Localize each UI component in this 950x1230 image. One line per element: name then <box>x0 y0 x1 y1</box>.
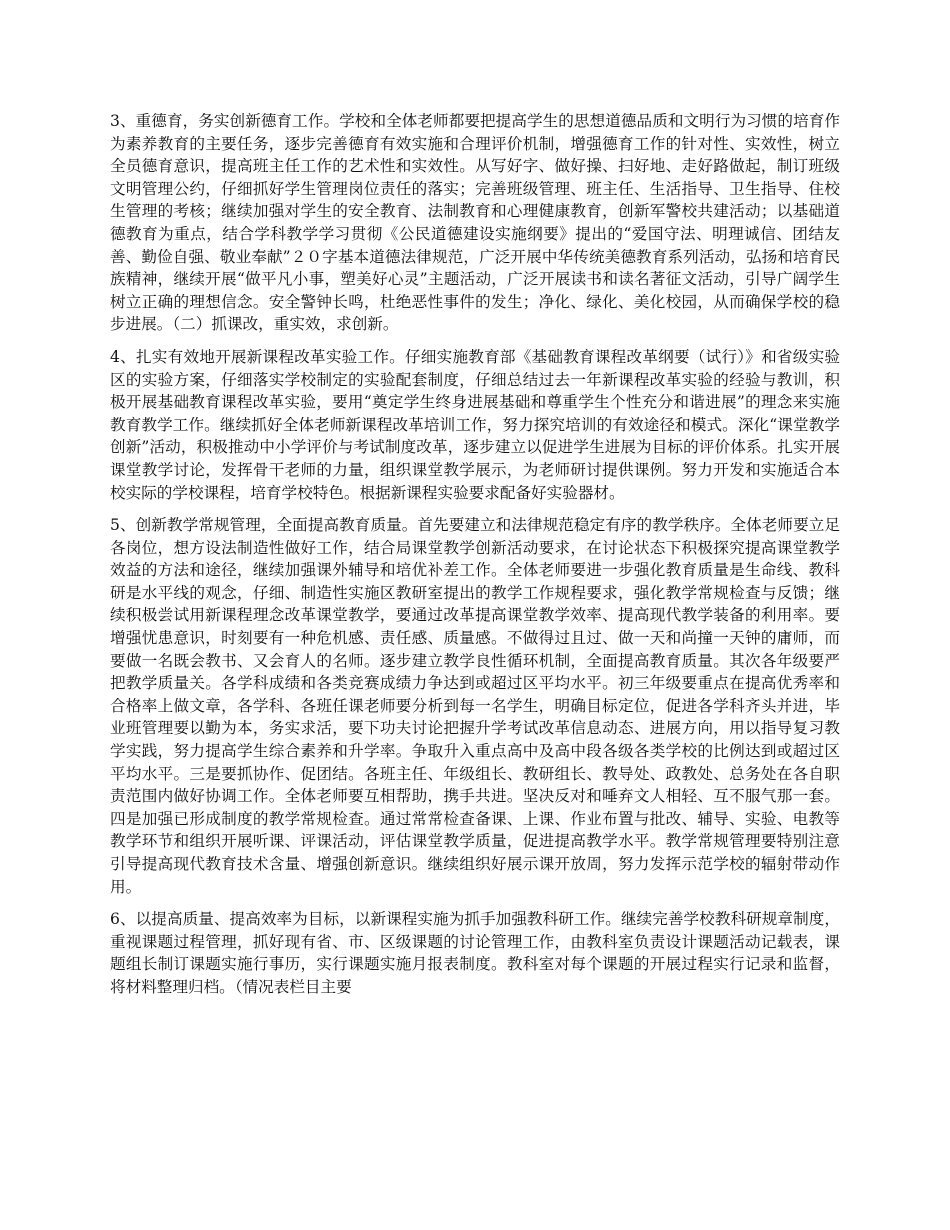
paragraph-teaching-management: 5、创新教学常规管理，全面提高教育质量。首先要建立和法律规范稳定有序的教学秩序。全体老师要立足各岗位，想方设法制造性做好工作，结合局课堂教学创新活动要求，在讨论状态下积极探究提高课堂教学效益的方法和途径，继续加强课外辅导和培优补差工作。全体老师要进一步强化教育质量是生命线、教科研是水平线的观念，仔细、制造性实施区教研室提出的教学工作规程要求，强化教学常规检查与反馈；继续积极尝试用新课程理念改革课堂教学，要通过改革提高课堂教学效率、提高现代教学装备的利用率。要增强忧患意识，时刻要有一种危机感、责任感、质量感。不做得过且过、做一天和尚撞一天钟的庸师，而要做一名既会教书、又会育人的名师。逐步建立教学良性循环机制，全面提高教育质量。其次各年级要严把教学质量关。各学科成绩和各类竞赛成绩力争达到或超过区平均水平。初三年级要重点在提高优秀率和合格率上做文章，各学科、各班任课老师要分析到每一名学生，明确目标定位，促进各学科齐头并进，毕业班管理要以勤为本，务实求活，要下功夫讨论把握升学考试改革信息动态、进展方向，用以指导复习教学实践，努力提高学生综合素养和升学率。争取升入重点高中及高中段各级各类学校的比例达到或超过区平均水平。三是要抓协作、促团结。各班主任、年级组长、教研组长、教导处、政教处、总务处在各自职责范围内做好协调工作。全体老师要互相帮助，携手共进。坚决反对和唾弃文人相轻、互不服气那一套。四是加强已形成制度的教学常规检查。通过常常检查备课、上课、作业布置与批改、辅导、实验、电教等教学环节和组织开展听课、评课活动，评估课堂教学质量，促进提高教学水平。教学常规管理要特别注意引导提高现代教育技术含量、增强创新意识。继续组织好展示课开放周，努力发挥示范学校的辐射带动作用。 <box>110 516 840 896</box>
paragraph-moral-education: 3、重德育，务实创新德育工作。学校和全体老师都要把提高学生的思想道德品质和文明行为习惯的培育作为素养教育的主要任务，逐步完善德育有效实施和合理评价机制，增强德育工作的针对性、实效性，树立全员德育意识，提高班主任工作的艺术性和实效性。从写好字、做好操、扫好地、走好路做起，制订班级文明管理公约，仔细抓好学生管理岗位责任的落实；完善班级管理、班主任、生活指导、卫生指导、住校生管理的考核；继续加强对学生的安全教育、法制教育和心理健康教育，创新军警校共建活动；以基础道德教育为重点，结合学科教学学习贯彻《公民道德建设实施纲要》提出的“爱国守法、明理诚信、团结友善、勤俭自强、敬业奉献”２０字基本道德法律规范，广泛开展中华传统美德教育系列活动，弘扬和培育民族精神，继续开展“做平凡小事，塑美好心灵”主题活动，广泛开展读书和读名著征文活动，引导广阔学生树立正确的理想信念。安全警钟长鸣，杜绝恶性事件的发生；净化、绿化、美化校园，从而确保学校的稳步进展。（二）抓课改，重实效，求创新。 <box>110 112 840 334</box>
document-body <box>110 110 840 1009</box>
paragraph-research-work: 6、以提高质量、提高效率为目标，以新课程实施为抓手加强教科研工作。继续完善学校教科研规章制度，重视课题过程管理，抓好现有省、市、区级课题的讨论管理工作，由教科室负责设计课题活动记载表，课题组长制订课题实施行事历，实行课题实施月报表制度。教科室对每个课题的开展过程实行记录和监督，将材料整理归档。（情况表栏目主要 <box>110 910 840 996</box>
paragraph-curriculum-reform: 4、扎实有效地开展新课程改革实验工作。仔细实施教育部《基础教育课程改革纲要（试行）》和省级实验区的实验方案，仔细落实学校制定的实验配套制度，仔细总结过去一年新课程改革实验的经验与教训，积极开展基础教育课程改革实验，要用“奠定学生终身进展基础和尊重学生个性充分和谐进展”的理念来实施教育教学工作。继续抓好全体老师新课程改革培训工作，努力探究培训的有效途径和模式。深化“课堂教学创新”活动，积极推动中小学评价与考试制度改革，逐步建立以促进学生进展为目标的评价体系。扎实开展课堂教学讨论，发挥骨干老师的力量，组织课堂教学展示，为老师研讨提供课例。努力开发和实施适合本校实际的学校课程，培育学校特色。根据新课程实验要求配备好实验器材。 <box>110 347 840 502</box>
